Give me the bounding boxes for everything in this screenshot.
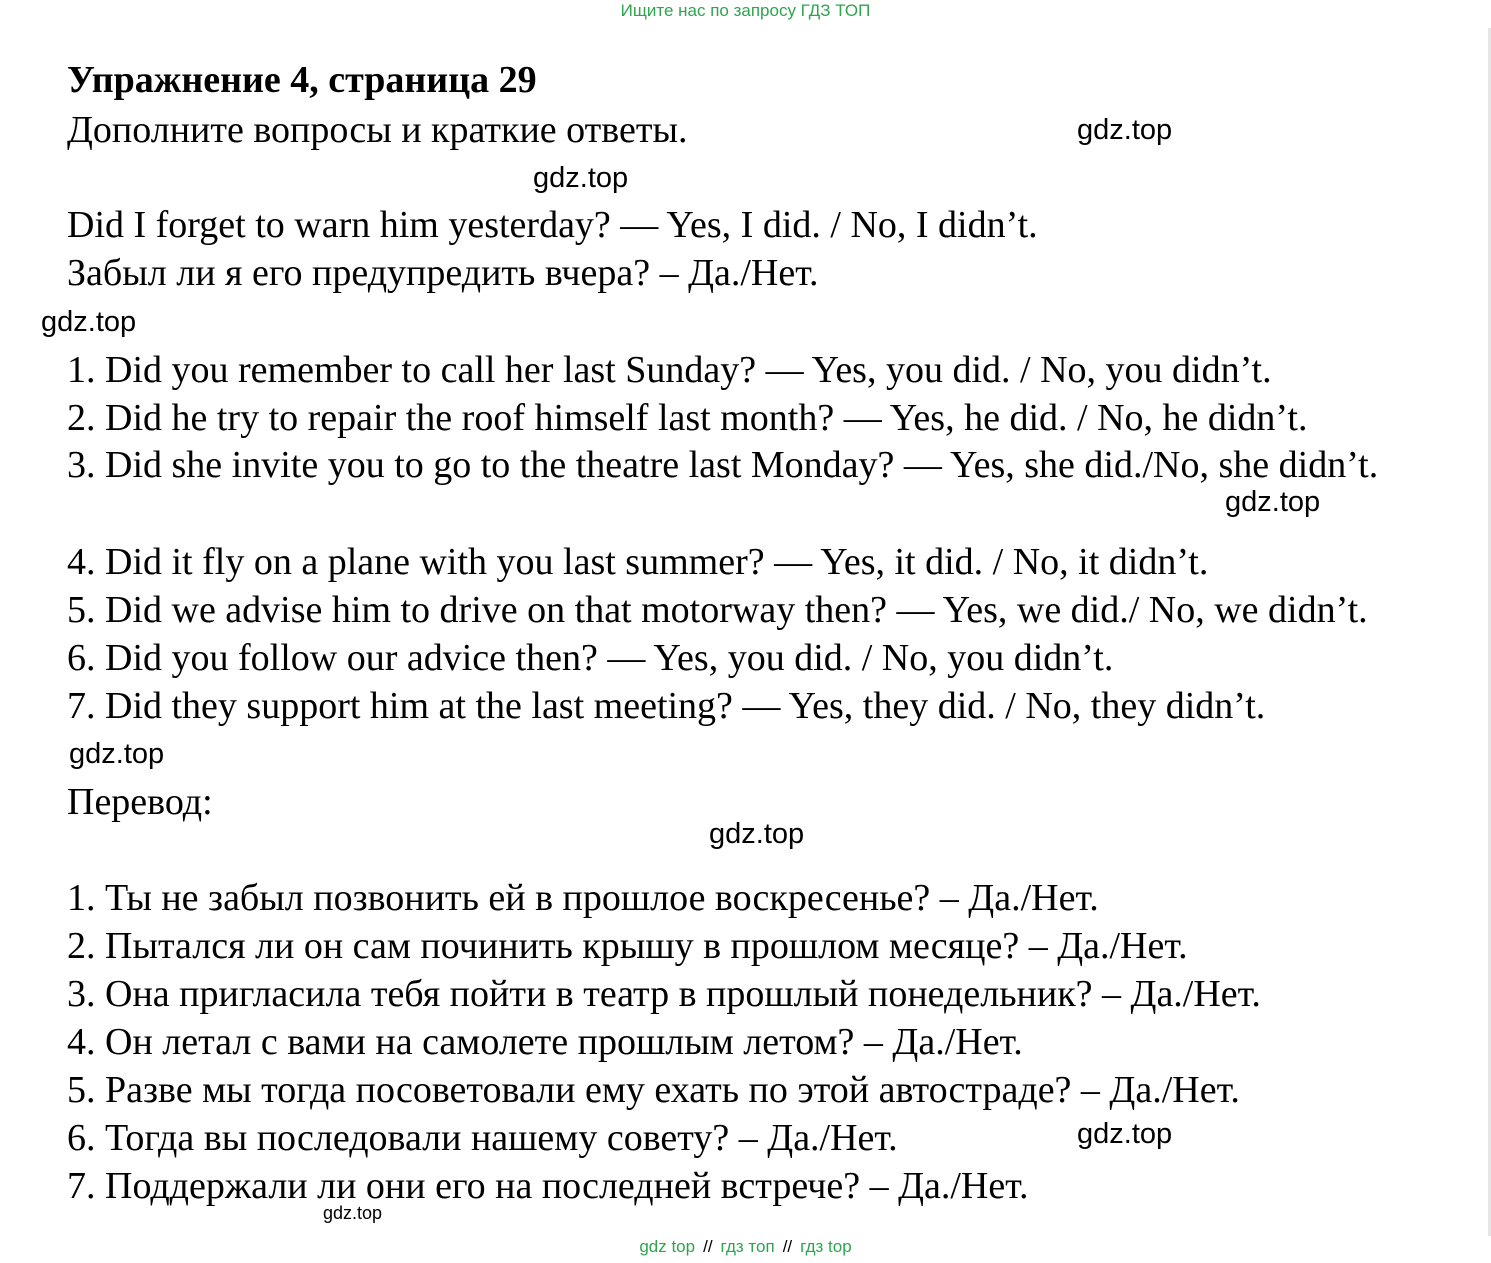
- translation-item: 3. Она пригласила тебя пойти в театр в прошлый понедельник? – Да./Нет.: [67, 973, 1261, 1015]
- bottom-link[interactable]: гдз топ: [720, 1237, 775, 1256]
- watermark: gdz.top: [709, 818, 805, 850]
- answer-item: 4. Did it fly on a plane with you last summer? — Yes, it did. / No, it didn’t.: [67, 541, 1209, 583]
- watermark: gdz.top: [323, 1203, 383, 1223]
- answer-item: 2. Did he try to repair the roof himself last month? — Yes, he did. / No, he didn’t.: [67, 397, 1308, 439]
- watermark: gdz.top: [1077, 114, 1173, 146]
- top-banner-text: Ищите нас по запросу ГДЗ ТОП: [620, 1, 871, 20]
- bottom-link[interactable]: gdz top: [639, 1237, 696, 1256]
- translation-item: 1. Ты не забыл позвонить ей в прошлое воскресенье? – Да./Нет.: [67, 877, 1099, 919]
- link-separator: //: [782, 1237, 793, 1256]
- watermark: gdz.top: [1077, 1118, 1173, 1150]
- instruction-text: Дополните вопросы и краткие ответы.: [67, 109, 688, 151]
- translation-item: 5. Разве мы тогда посоветовали ему ехать по этой автостраде? – Да./Нет.: [67, 1069, 1240, 1111]
- answer-item: 7. Did they support him at the last meeting? — Yes, they did. / No, they didn’t.: [67, 685, 1266, 727]
- bottom-link[interactable]: гдз top: [800, 1237, 852, 1256]
- watermark: gdz.top: [69, 738, 165, 770]
- translation-item: 6. Тогда вы последовали нашему совету? – Да./Нет.: [67, 1117, 898, 1159]
- link-separator: //: [703, 1237, 713, 1256]
- example-english: Did I forget to warn him yesterday? — Yes, I did. / No, I didn’t.: [67, 204, 1038, 246]
- answer-item: 6. Did you follow our advice then? — Yes, you did. / No, you didn’t.: [67, 637, 1114, 679]
- watermark: gdz.top: [41, 306, 137, 338]
- exercise-title: Упражнение 4, страница 29: [67, 59, 537, 101]
- top-banner: [0, 1, 1491, 21]
- translation-item: 2. Пытался ли он сам починить крышу в прошлом месяце? – Да./Нет.: [67, 925, 1188, 967]
- answer-item: 5. Did we advise him to drive on that motorway then? — Yes, we did./ No, we didn’t.: [67, 589, 1368, 631]
- answer-item: 3. Did she invite you to go to the theatre last Monday? — Yes, she did./No, she didn’t.: [67, 444, 1379, 486]
- translation-heading: Перевод:: [67, 781, 213, 823]
- example-russian: Забыл ли я его предупредить вчера? – Да./Нет.: [67, 252, 819, 294]
- answer-item: 1. Did you remember to call her last Sunday? — Yes, you did. / No, you didn’t.: [67, 349, 1272, 391]
- translation-item: 4. Он летал с вами на самолете прошлым летом? – Да./Нет.: [67, 1021, 1023, 1063]
- watermark: gdz.top: [533, 162, 629, 194]
- watermark: gdz.top: [1225, 486, 1321, 518]
- bottom-banner: [0, 1237, 1491, 1257]
- translation-item: 7. Поддержали ли они его на последней встрече? – Да./Нет.: [67, 1165, 1029, 1207]
